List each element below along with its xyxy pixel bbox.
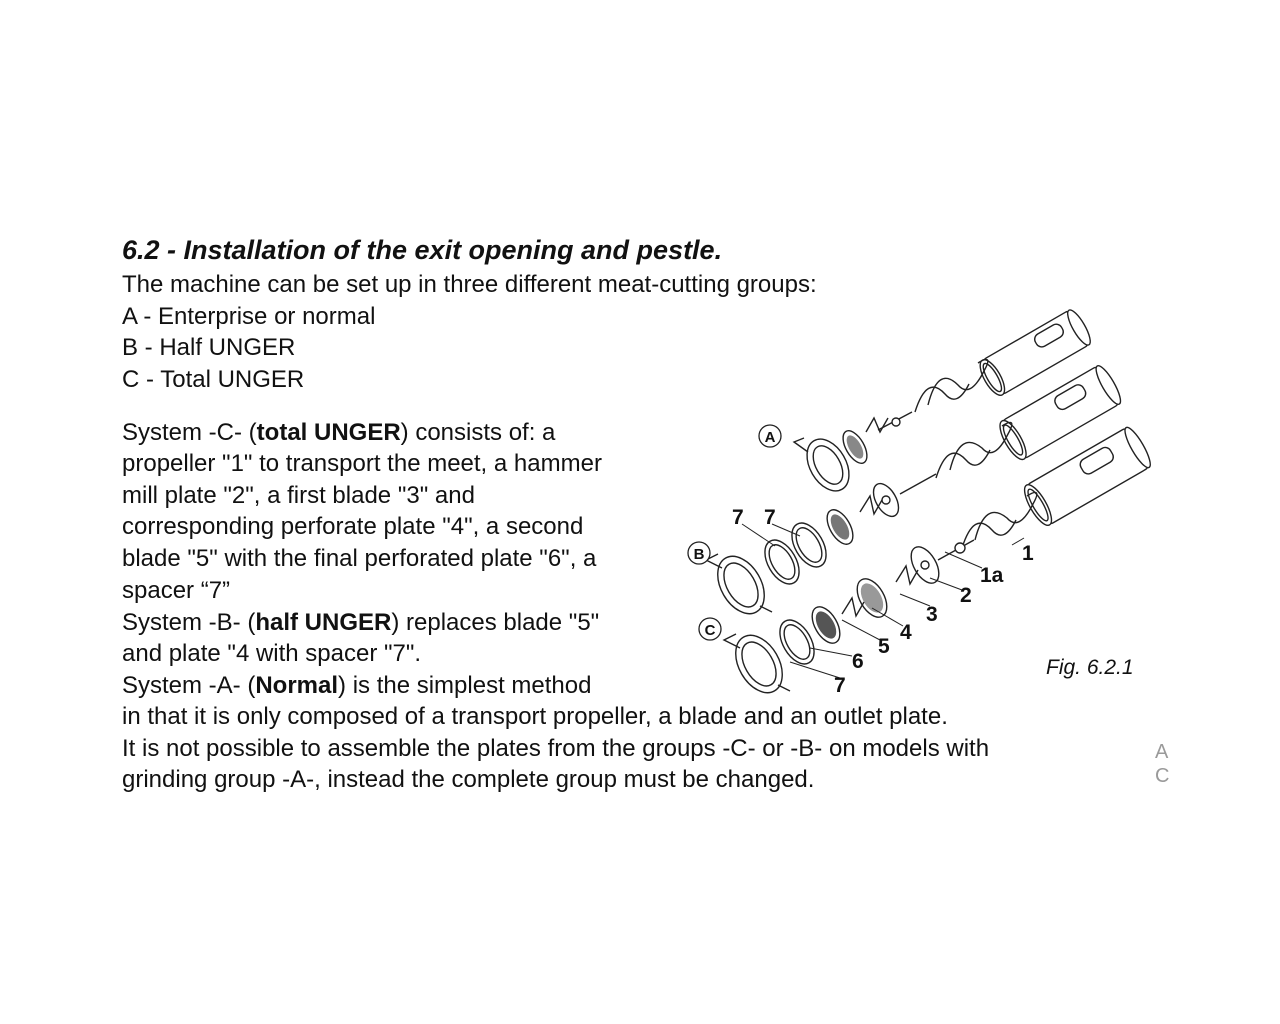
- callout-c: [699, 618, 721, 640]
- callout-7-b2: 7: [764, 506, 776, 529]
- system-a-bold: Normal: [255, 672, 339, 699]
- edge-fragment: A: [1155, 742, 1169, 762]
- svg-text:B: B: [693, 546, 705, 563]
- callout-1a: 1a: [980, 564, 1004, 587]
- system-c-line-4: corresponding perforate plate "4", a second: [122, 513, 584, 540]
- callout-6: 6: [852, 650, 864, 673]
- group-b-item: B - Half UNGER: [122, 334, 296, 361]
- edge-fragment: C: [1155, 766, 1169, 786]
- svg-text:C: C: [704, 622, 716, 639]
- callout-a: [759, 425, 781, 447]
- section-heading: 6.2 - Installation of the exit opening and pestle.: [122, 235, 723, 265]
- system-b-line-2: and plate "4 with spacer "7".: [122, 640, 422, 667]
- system-c-line-6: spacer “7”: [122, 577, 231, 604]
- system-c-bold: total UNGER: [256, 419, 401, 446]
- callout-7-b1: 7: [732, 506, 744, 529]
- note-line-2: grinding group -A-, instead the complete group must be changed.: [122, 766, 815, 793]
- system-b-line-1: System -B- (half UNGER) replaces blade "5": [122, 609, 600, 636]
- system-a-line-2: in that it is only composed of a transport propeller, a blade and an outlet plate.: [122, 703, 948, 730]
- intro-text: The machine can be set up in three different meat-cutting groups:: [122, 271, 817, 298]
- system-b-bold: half UNGER: [255, 609, 392, 636]
- system-c-line-2: propeller "1" to transport the meet, a hammer: [122, 450, 602, 477]
- group-a-item: A - Enterprise or normal: [122, 303, 376, 330]
- callout-1: 1: [1022, 542, 1034, 565]
- system-c-line-1: System -C- (total UNGER) consists of: a: [122, 419, 556, 446]
- callout-7-c: 7: [834, 674, 846, 697]
- callout-5: 5: [878, 635, 890, 658]
- system-c-line-5: blade "5" with the final perforated plate "6", a: [122, 545, 597, 572]
- callout-2: 2: [960, 584, 972, 607]
- svg-text:A: A: [764, 429, 776, 446]
- callout-3: 3: [926, 603, 938, 626]
- figure-caption: Fig. 6.2.1: [1046, 656, 1134, 679]
- group-c-item: C - Total UNGER: [122, 366, 305, 393]
- callout-4: 4: [900, 621, 912, 644]
- callout-b: [688, 542, 710, 564]
- note-line-1: It is not possible to assemble the plates from the groups -C- or -B- on models with: [122, 735, 990, 762]
- system-a-line-1: System -A- (Normal) is the simplest method: [122, 672, 592, 699]
- exploded-view-diagram: [676, 300, 1166, 710]
- system-c-line-3: mill plate "2", a first blade "3" and: [122, 482, 475, 509]
